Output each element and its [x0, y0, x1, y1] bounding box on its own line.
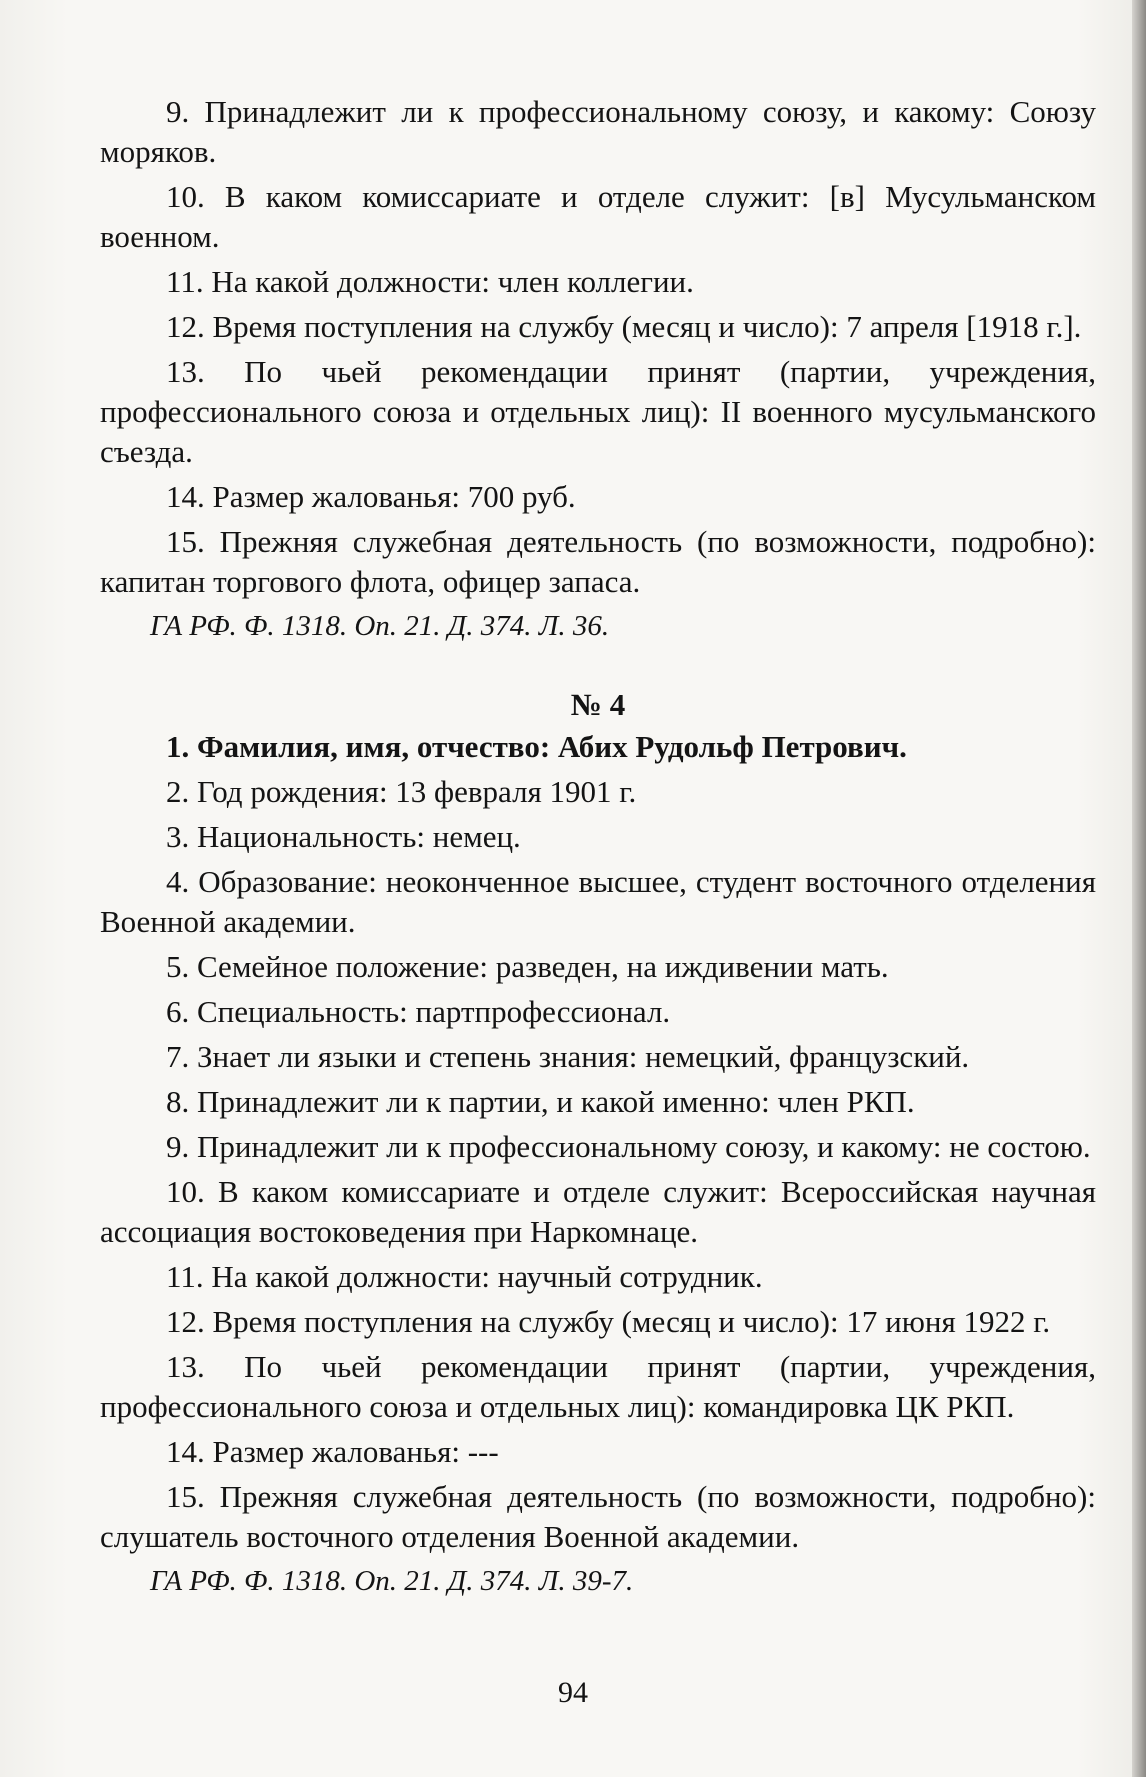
- b1-item-10: 10. В каком комиссариате и отделе служит: [в] Мусульманском военном.: [100, 179, 1096, 254]
- b1-item-13: 13. По чьей рекомендации принят (партии, учреждения, профессионального союза и отдельных лиц): II военного мусульманского съезда.: [100, 354, 1096, 469]
- b2-item-1-fullname: 1. Фамилия, имя, отчество: Абих Рудольф Петрович.: [166, 729, 907, 764]
- b2-item-9: 9. Принадлежит ли к профессиональному союзу, и какому: не состою.: [166, 1129, 1091, 1164]
- b2-item-11: 11. На какой должности: научный сотрудник.: [166, 1259, 763, 1294]
- b2-item-12: 12. Время поступления на службу (месяц и число): 17 июня 1922 г.: [166, 1304, 1051, 1339]
- b1-item-9: 9. Принадлежит ли к профессиональному союзу, и какому: Союзу моряков.: [100, 94, 1096, 169]
- b2-item-4: 4. Образование: неоконченное высшее, студент восточного отделения Военной академии.: [100, 864, 1096, 939]
- document-number: № 4: [570, 687, 626, 722]
- b2-item-6: 6. Специальность: партпрофессионал.: [166, 994, 671, 1029]
- b2-item-2: 2. Год рождения: 13 февраля 1901 г.: [166, 774, 637, 809]
- b1-item-12: 12. Время поступления на службу (месяц и число): 7 апреля [1918 г.].: [166, 309, 1082, 344]
- page-number: 94: [558, 1676, 588, 1709]
- b2-item-3: 3. Национальность: немец.: [166, 819, 521, 854]
- b2-item-7: 7. Знает ли языки и степень знания: немецкий, французский.: [166, 1039, 970, 1074]
- b2-item-5: 5. Семейное положение: разведен, на иждивении мать.: [166, 949, 889, 984]
- b2-item-15: 15. Прежняя служебная деятельность (по возможности, подробно): слушатель восточного отделения Военной академии.: [100, 1479, 1096, 1554]
- b2-item-14: 14. Размер жалованья: ---: [166, 1434, 499, 1469]
- b1-item-11: 11. На какой должности: член коллегии.: [166, 264, 694, 299]
- b2-item-13: 13. По чьей рекомендации принят (партии, учреждения, профессионального союза и отдельных лиц): командировка ЦК РКП.: [100, 1349, 1096, 1424]
- b1-item-14: 14. Размер жалованья: 700 руб.: [166, 479, 576, 514]
- page-edge-shadow: [1132, 0, 1146, 1777]
- b1-archival-source: ГА РФ. Ф. 1318. Оп. 21. Д. 374. Л. 36.: [150, 610, 610, 642]
- b2-archival-source: ГА РФ. Ф. 1318. Оп. 21. Д. 374. Л. 39-7.: [150, 1565, 634, 1597]
- b2-item-10: 10. В каком комиссариате и отделе служит: Всероссийская научная ассоциация востоковедения при Наркомнаце.: [100, 1174, 1096, 1249]
- b2-item-8: 8. Принадлежит ли к партии, и какой именно: член РКП.: [166, 1084, 915, 1119]
- b1-item-15: 15. Прежняя служебная деятельность (по возможности, подробно): капитан торгового флота, офицер запаса.: [100, 524, 1096, 599]
- page-content: [100, 92, 1096, 1600]
